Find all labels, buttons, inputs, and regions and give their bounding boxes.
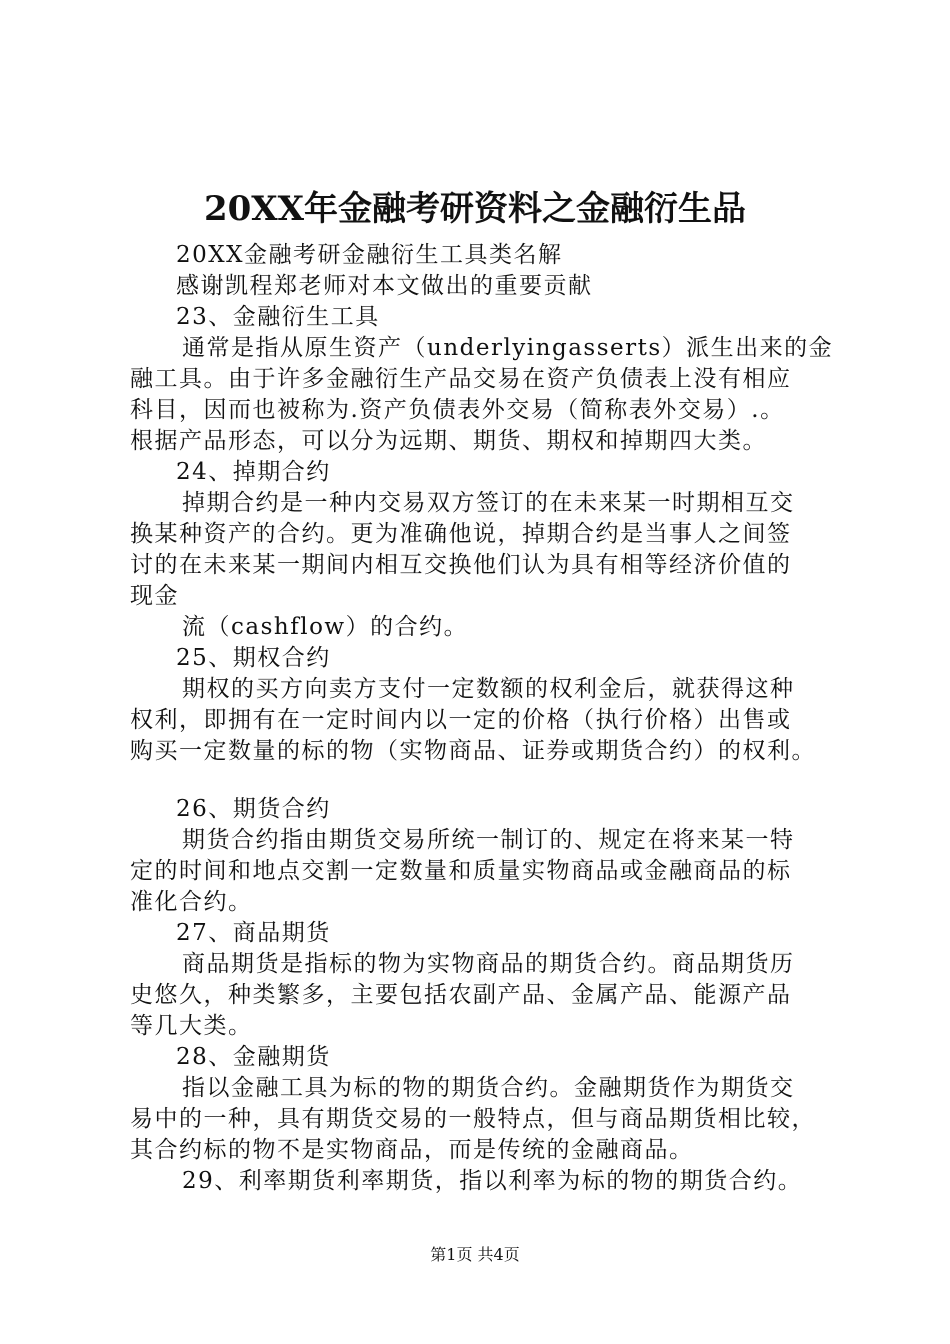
section-heading: 27、商品期货 <box>176 920 331 946</box>
section-heading: 29、利率期货利率期货，指以利率为标的物的期货合约。 <box>182 1168 803 1194</box>
text-line: 掉期合约是一种内交易双方签订的在未来某一时期相互交 <box>182 490 795 516</box>
text-line: 现金 <box>130 583 179 609</box>
text-line: 换某种资产的合约。更为准确他说，掉期合约是当事人之间签 <box>130 521 792 547</box>
text-line: 科目，因而也被称为.资产负债表外交易（简称表外交易）.。 <box>130 397 785 423</box>
document-title: 20XX年金融考研资料之金融衍生品 <box>203 189 747 229</box>
text-line: 融工具。由于许多金融衍生产品交易在资产负债表上没有相应 <box>130 366 792 392</box>
text-line: 感谢凯程郑老师对本文做出的重要贡献 <box>176 273 593 299</box>
text-line: 通常是指从原生资产（underlyingasserts）派生出来的金 <box>182 335 834 361</box>
text-line: 其合约标的物不是实物商品，而是传统的金融商品。 <box>130 1137 694 1163</box>
text-line: 权利，即拥有在一定时间内以一定的价格（执行价格）出售或 <box>130 707 792 733</box>
text-line: 指以金融工具为标的物的期货合约。金融期货作为期货交 <box>182 1075 795 1101</box>
text-line: 等几大类。 <box>130 1013 253 1039</box>
text-line: 期货合约指由期货交易所统一制订的、规定在将来某一特 <box>182 827 795 853</box>
text-line: 史悠久，种类繁多，主要包括农副产品、金属产品、能源产品 <box>130 982 792 1008</box>
text-line: 准化合约。 <box>130 889 253 915</box>
text-line: 购买一定数量的标的物（实物商品、证券或期货合约）的权利。 <box>130 738 816 764</box>
text-line: 商品期货是指标的物为实物商品的期货合约。商品期货历 <box>182 951 795 977</box>
text-line: 20XX金融考研金融衍生工具类名解 <box>176 242 563 268</box>
text-line: 期权的买方向卖方支付一定数额的权利金后，就获得这种 <box>182 676 795 702</box>
text-line: 根据产品形态，可以分为远期、期货、期权和掉期四大类。 <box>130 428 767 454</box>
section-heading: 28、金融期货 <box>176 1044 331 1070</box>
section-heading: 25、期权合约 <box>176 645 331 671</box>
text-line: 易中的一种，具有期货交易的一般特点，但与商品期货相比较， <box>130 1106 816 1132</box>
text-line: 定的时间和地点交割一定数量和质量实物商品或金融商品的标 <box>130 858 792 884</box>
text-line: 讨的在未来某一期间内相互交换他们认为具有相等经济价值的 <box>130 552 792 578</box>
section-heading: 23、金融衍生工具 <box>176 304 380 330</box>
paragraph-gap <box>130 767 832 794</box>
section-heading: 24、掉期合约 <box>176 459 331 485</box>
document-body <box>130 240 832 1197</box>
text-line: 流（cashflow）的合约。 <box>182 614 469 640</box>
page-footer: 第1页 共4页 <box>430 1245 520 1264</box>
section-heading: 26、期货合约 <box>176 796 331 822</box>
